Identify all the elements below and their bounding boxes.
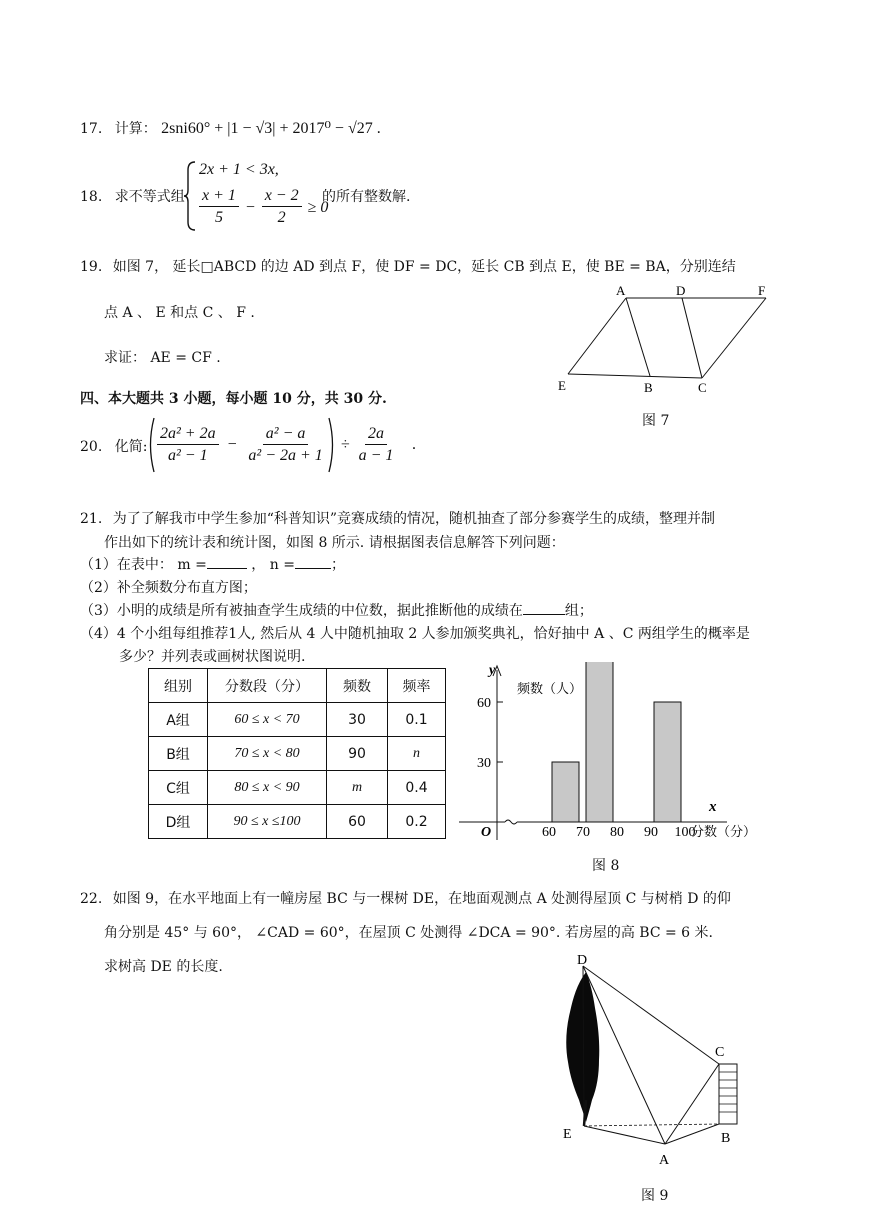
histogram-bar xyxy=(552,762,579,822)
house-icon xyxy=(719,1064,737,1124)
x-tick-label: 60 xyxy=(542,825,556,840)
figure-7-caption: 图 7 xyxy=(642,413,670,429)
table-cell: n xyxy=(388,737,446,771)
q20-number-label xyxy=(80,436,147,456)
table-cell: 0.4 xyxy=(388,771,446,805)
point-label-C: C xyxy=(715,1045,725,1060)
part-text: ； xyxy=(330,557,345,573)
q19-line-1 xyxy=(80,256,736,276)
part-text: （1）在表中： m = xyxy=(80,557,207,573)
question-text: 如图 7， 延长□ABCD 的边 AD 到点 F，使 DF = DC，延长 CB 到点 E，使 BE = BA，分别连结 xyxy=(112,259,736,275)
q18-number-label xyxy=(80,186,185,206)
point-label-E: E xyxy=(558,378,566,393)
table-cell: 90 xyxy=(327,737,388,771)
table-cell: B组 xyxy=(149,737,208,771)
histogram-guides xyxy=(497,662,503,762)
y-tick-label: 30 xyxy=(477,756,491,771)
table-header: 组别 xyxy=(149,669,208,703)
question-number: 17. xyxy=(80,121,103,137)
question-label: 计算： xyxy=(114,121,157,137)
point-label-D: D xyxy=(577,953,588,968)
q19-line-2: 点 A 、 E 和点 C 、 F . xyxy=(104,305,255,321)
point-label-C: C xyxy=(698,380,707,395)
q22-line-3: 求树高 DE 的长度. xyxy=(104,959,223,975)
axis-break-icon xyxy=(505,820,517,824)
table-row xyxy=(149,805,446,839)
system-brace xyxy=(183,160,197,232)
point-label-B: B xyxy=(721,1131,731,1146)
table-row xyxy=(149,703,446,737)
question-text: 为了了解我市中学生参加“科普知识”竞赛成绩的情况，随机抽查了部分参赛学生的成绩，整理并制 xyxy=(112,511,716,527)
table-cell: 0.1 xyxy=(388,703,446,737)
table-cell: 60 ≤ x < 70 xyxy=(208,703,327,737)
point-label-B: B xyxy=(644,380,653,395)
table-cell: m xyxy=(327,771,388,805)
question-number: 21. xyxy=(80,511,103,527)
q19-line-3: 求证： AE = CF . xyxy=(104,350,221,366)
histogram-bar xyxy=(654,702,681,822)
x-axis-label: 分数（分） xyxy=(691,824,757,839)
division-sign: ÷ xyxy=(340,436,350,453)
fraction-denominator: a² − 1 xyxy=(168,446,208,464)
fraction-denominator: a² − 2a + 1 xyxy=(248,446,323,464)
answer-blank-n[interactable] xyxy=(295,568,331,569)
q22-line-2: 角分别是 45° 与 60°， ∠CAD = 60°，在屋顶 C 处测得 ∠DCA = 90°. 若房屋的高 BC = 6 米. xyxy=(104,925,713,941)
figure-9-tree-house xyxy=(555,950,755,1175)
frequency-histogram xyxy=(455,662,765,852)
fraction-numerator: 2a xyxy=(365,424,387,445)
left-paren xyxy=(146,417,155,473)
x-tick-labels xyxy=(542,825,696,840)
figure-9-caption: 图 9 xyxy=(641,1188,669,1204)
minus-sign: − xyxy=(244,198,256,216)
q20-expression xyxy=(146,416,416,474)
table-cell: 60 xyxy=(327,805,388,839)
point-label-E: E xyxy=(563,1127,572,1142)
relation: ≥ 0 xyxy=(307,198,329,216)
y-tick-labels xyxy=(470,662,491,771)
q18-inequality-2 xyxy=(197,186,328,229)
x-tick-label: 90 xyxy=(644,825,658,840)
x-tick-label: 100 xyxy=(674,825,696,840)
question-number: 22. xyxy=(80,891,103,907)
question-number: 19. xyxy=(80,259,103,275)
q17 xyxy=(80,118,381,138)
frequency-table xyxy=(148,668,446,839)
q21-part-4: （4）4 个小组每组推荐1人, 然后从 4 人中随机抽取 2 人参加颁奖典礼，恰好抽中 A 、C 两组学生的概率是 xyxy=(80,626,750,642)
table-header: 频数 xyxy=(327,669,388,703)
question-number: 18. xyxy=(80,189,103,205)
y-axis-label: 频数（人） xyxy=(517,681,583,696)
fraction-numerator: a² − a xyxy=(263,424,309,445)
fraction-denominator: 2 xyxy=(277,209,286,226)
histogram-bar xyxy=(586,662,613,822)
question-number: 20. xyxy=(80,439,103,455)
y-axis-name: y xyxy=(489,663,496,678)
point-label-A: A xyxy=(616,283,626,298)
figure-7-parallelogram xyxy=(550,280,780,430)
q21-part-4-cont: 多少？并列表或画树状图说明. xyxy=(119,649,306,665)
period: . xyxy=(412,436,417,453)
right-paren xyxy=(328,417,337,473)
table-header: 分数段（分） xyxy=(208,669,327,703)
q21-line-1 xyxy=(80,508,715,528)
q18-inequality-1: 2x + 1 < 3x, xyxy=(199,161,279,178)
question-label: 化简: xyxy=(114,439,148,455)
figure-8-caption: 图 8 xyxy=(592,858,620,874)
table-cell: 90 ≤ x ≤100 xyxy=(208,805,327,839)
question-label: 求不等式组 xyxy=(114,189,185,205)
fraction-numerator: x + 1 xyxy=(199,186,239,207)
fraction-numerator: 2a² + 2a xyxy=(157,424,219,445)
table-cell: 30 xyxy=(327,703,388,737)
table-cell: 70 ≤ x < 80 xyxy=(208,737,327,771)
part-text: （3）小明的成绩是所有被抽查学生成绩的中位数，据此推断他的成绩在 xyxy=(80,603,523,619)
q22-line-1 xyxy=(80,888,731,908)
x-tick-label: 80 xyxy=(610,825,624,840)
point-label-F: F xyxy=(758,283,766,298)
table-cell: 0.2 xyxy=(388,805,446,839)
table-cell: A组 xyxy=(149,703,208,737)
q21-line-2: 作出如下的统计表和统计图，如图 8 所示. 请根据图表信息解答下列问题： xyxy=(104,535,565,551)
q21-part-2: （2）补全频数分布直方图； xyxy=(80,580,257,596)
table-row xyxy=(149,737,446,771)
fraction-numerator: x − 2 xyxy=(262,186,302,207)
q21-part-1 xyxy=(80,554,345,574)
minus-sign: − xyxy=(226,436,238,453)
q17-expression: 2sni60° + |1 − √3| + 2017⁰ − √27 . xyxy=(161,120,381,137)
answer-blank-group[interactable] xyxy=(523,614,565,615)
table-header: 频率 xyxy=(388,669,446,703)
table-cell: D组 xyxy=(149,805,208,839)
table-cell: C组 xyxy=(149,771,208,805)
section-heading: 四、本大题共 3 小题，每小题 10 分，共 30 分. xyxy=(80,391,387,407)
q18-tail: 的所有整数解. xyxy=(322,189,411,205)
point-label-D: D xyxy=(676,283,686,298)
table-cell: 80 ≤ x < 90 xyxy=(208,771,327,805)
q21-part-3 xyxy=(80,600,593,620)
fraction-denominator: 5 xyxy=(214,209,223,226)
point-label-A: A xyxy=(659,1153,670,1168)
part-text: ， n = xyxy=(251,557,295,573)
table-row xyxy=(149,771,446,805)
answer-blank-m[interactable] xyxy=(207,568,247,569)
x-axis-name: x xyxy=(709,799,717,815)
part-text: 组； xyxy=(564,603,593,619)
origin-label: O xyxy=(481,825,492,840)
x-tick-label: 70 xyxy=(576,825,590,840)
table-header-row xyxy=(149,669,446,703)
fraction-denominator: a − 1 xyxy=(358,446,394,464)
question-text: 如图 9，在水平地面上有一幢房屋 BC 与一棵树 DE，在地面观测点 A 处测得屋顶 C 与树梢 D 的仰 xyxy=(112,891,731,907)
y-tick-label: 60 xyxy=(477,696,491,711)
